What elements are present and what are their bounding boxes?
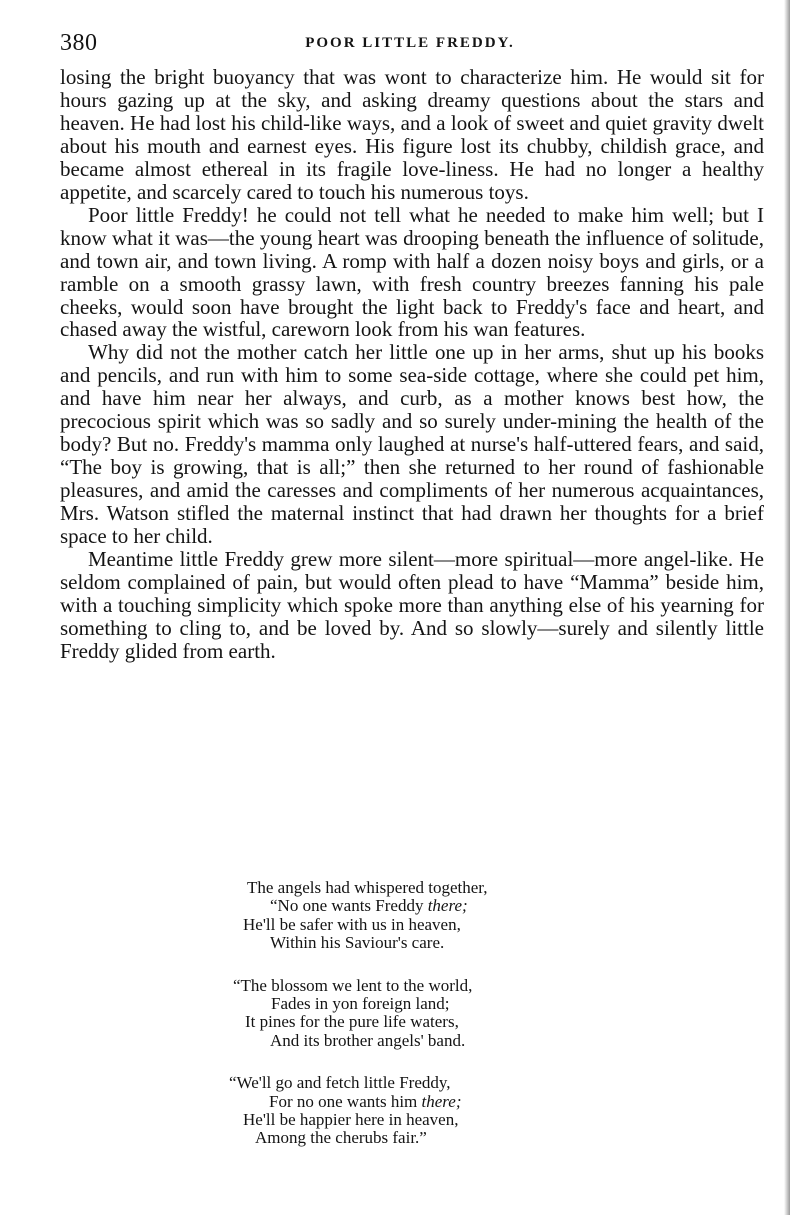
page-edge-shadow (784, 0, 790, 1215)
poem-line: It pines for the pure life waters, (245, 1012, 459, 1032)
poem-stanza (225, 879, 605, 953)
poem-line (225, 1093, 605, 1111)
poem-line: Fades in yon foreign land; (271, 994, 450, 1014)
poem-line: “We'll go and fetch little Freddy, (229, 1073, 451, 1093)
poem-line (225, 897, 605, 915)
poem-line: Within his Saviour's care. (270, 933, 445, 953)
paragraph: Why did not the mother catch her little one up in her arms, shut up his books and pencils, and run with him to some sea-side cottage, where she could pet him, and have him near her always, and curb, as a mother knows best how, the precocious spirit which was so sadly and so surely under-mining the health of the body? But no. Freddy's mamma only laughed at nurse's half-uttered fears, and said, “The boy is growing, that is all;” then she returned to her round of fashionable pleasures, and amid the caresses and compliments of her numerous acquaintances, Mrs. Watson stifled the maternal instinct that had drawn her thoughts for a brief space to her child. (60, 340, 764, 549)
paragraph: Poor little Freddy! he could not tell what he needed to make him well; but I know what it was—the young heart was drooping beneath the influence of solitude, and town air, and town living. A romp with half a dozen noisy boys and girls, or a ramble on a smooth grassy lawn, with fresh country breezes fanning his pale cheeks, would soon have brought the light back to Freddy's face and heart, and chased away the wistful, careworn look from his wan features. (60, 202, 764, 342)
poem-line: He'll be safer with us in heaven, (243, 914, 461, 934)
poem-stanza (225, 1074, 605, 1148)
poem-italic-word: there; (421, 1091, 462, 1111)
poem-stanza (225, 977, 605, 1051)
paragraph: Meantime little Freddy grew more silent—more spiritual—more angel-like. He seldom complained of pain, but would often plead to have “Mamma” beside him, with a touching simplicity which spoke more than anything else of his yearning for something to cling to, and be loved by. And so slowly—surely and silently little Freddy glided from earth. (60, 547, 764, 663)
poem-line: He'll be happier here in heaven, (243, 1110, 459, 1130)
poem-line-text: For no one wants him (269, 1091, 422, 1111)
poem-italic-word: there; (427, 896, 468, 916)
poem (225, 879, 605, 1172)
body-text (60, 66, 764, 663)
page-number: 380 (60, 30, 98, 56)
page-header (60, 30, 760, 60)
poem-line: Among the cherubs fair.” (255, 1128, 427, 1148)
paragraph: losing the bright buoyancy that was wont to characterize him. He would sit for hours gazing up at the sky, and asking dreamy questions about the stars and heaven. He had lost his child-like ways, and a look of sweet and quiet gravity dwelt about his mouth and earnest eyes. His figure lost its chubby, childish grace, and became almost ethereal in its fragile love-liness. He had no longer a healthy appetite, and scarcely cared to touch his numerous toys. (60, 65, 764, 204)
running-head: POOR LITTLE FREDDY. (305, 35, 515, 51)
poem-line: “The blossom we lent to the world, (233, 975, 473, 995)
poem-line: The angels had whispered together, (247, 878, 488, 897)
poem-line: And its brother angels' band. (270, 1030, 466, 1050)
poem-line-text: “No one wants Freddy (270, 896, 428, 916)
